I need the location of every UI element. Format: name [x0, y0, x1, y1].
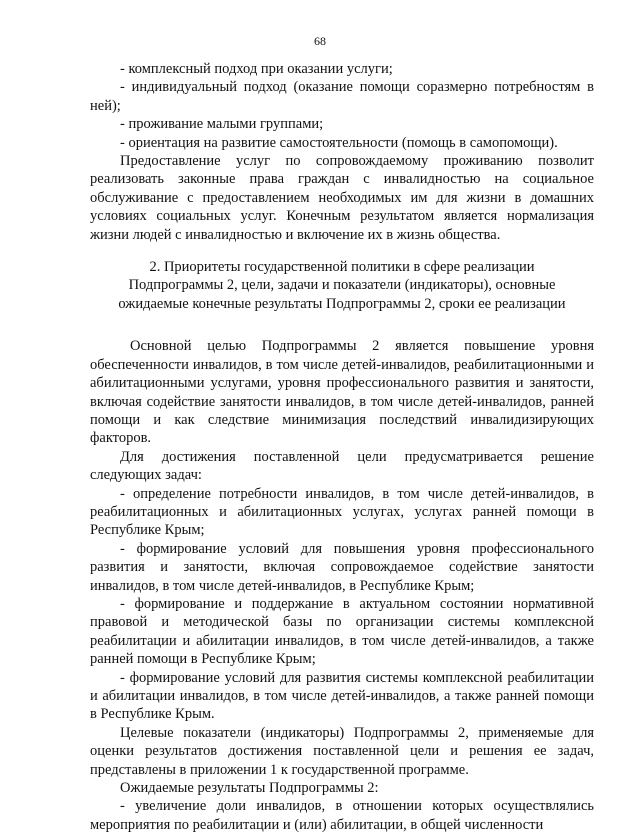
list-item: - формирование и поддержание в актуальном состоянии нормативной правовой и методической базы по организации системы комплексной реабилитации и абилитации инвалидов, в том числе детей-инвалидов, а также ранней помощи в Республике Крым; [90, 595, 594, 668]
paragraph: Предоставление услуг по сопровождаемому проживанию позволит реализовать законные права граждан с инвалидностью на социальное обслуживание с предоставлением необходимых им для жизни в домашних условиях социальных услуг. Конечным результатом является нормализация жизни людей с инвалидностью и включение их в жизнь общества. [90, 153, 594, 243]
page-number: 68 [314, 34, 326, 48]
paragraph: Ожидаемые результаты Подпрограммы 2: [120, 780, 379, 797]
heading-line: Подпрограммы 2, цели, задачи и показатели (индикаторы), основные [128, 277, 556, 294]
list-item: - проживание малыми группами; [120, 116, 324, 133]
heading-line: 2. Приоритеты государственной политики в сфере реализации [149, 259, 535, 276]
list-item: - определение потребности инвалидов, в том числе детей-инвалидов, в реабилитационных и абилитационных услугах, услугах ранней помощи в Республике Крым; [90, 485, 594, 539]
paragraph: Основной целью Подпрограммы 2 является повышение уровня обеспеченности инвалидов, в том числе детей-инвалидов, реабилитационными и абилитационными услугами, уровня профессионального развития и занятости, включая содействие занятости инвалидов, в том числе детей-инвалидов, ранней помощи и как следствие минимизация последствий инвалидизирующих факторов. [90, 338, 594, 447]
list-item: - формирование условий для развития системы комплексной реабилитации и абилитации инвалидов, в том числе детей-инвалидов, а также ранней помощи в Республике Крым. [90, 669, 594, 723]
paragraph: Для достижения поставленной цели предусматривается решение следующих задач: [90, 448, 594, 484]
list-item: - ориентация на развитие самостоятельности (помощь в самопомощи). [120, 134, 558, 151]
section-heading [90, 258, 594, 313]
paragraph: Целевые показатели (индикаторы) Подпрограммы 2, применяемые для оценки результатов достижения поставленной цели и решения ее задач, представлены в приложении 1 к государственной программе. [90, 724, 594, 778]
list-item: - индивидуальный подход (оказание помощи соразмерно потребностям в ней); [90, 79, 594, 114]
page-content [90, 60, 594, 834]
list-item: - формирование условий для повышения уровня профессионального развития и занятости, включая сопровождаемое содействие занятости инвалидов, в том числе детей-инвалидов, в Республике Крым; [90, 540, 594, 594]
list-item: - увеличение доли инвалидов, в отношении которых осуществлялись мероприятия по реабилитации и (или) абилитации, в общей численности [90, 798, 594, 833]
heading-line: ожидаемые конечные результаты Подпрограммы 2, сроки ее реализации [118, 295, 566, 312]
list-item: - комплексный подход при оказании услуги; [120, 61, 393, 77]
